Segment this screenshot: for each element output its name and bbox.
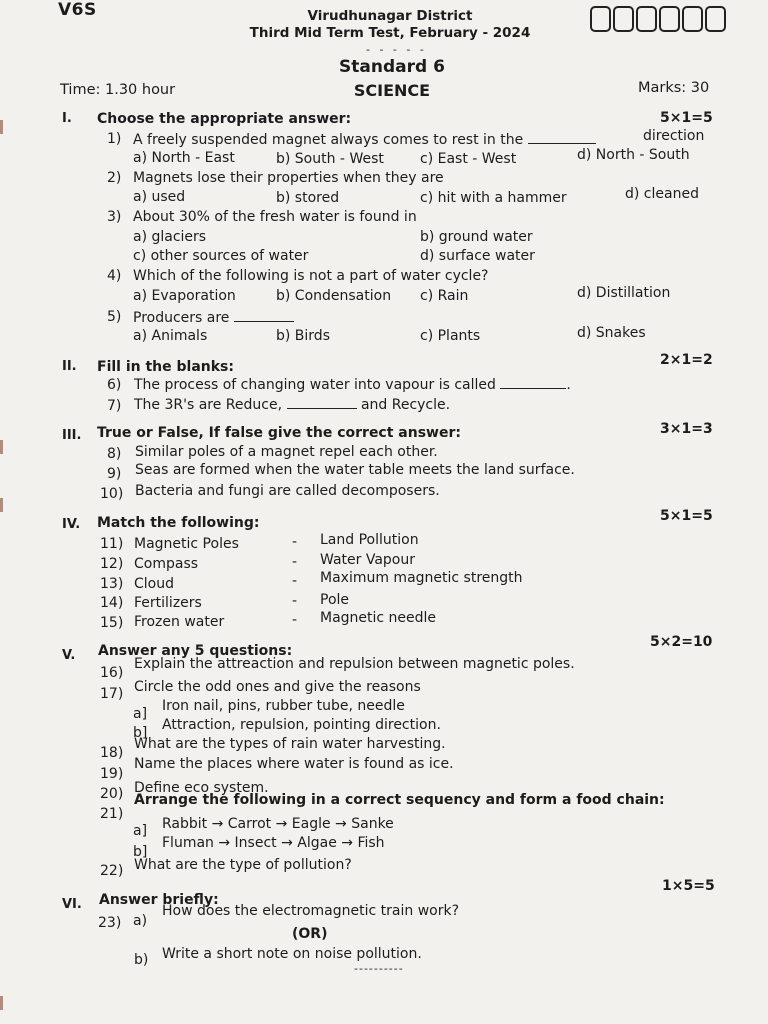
option: a) glaciers: [133, 229, 207, 245]
match-dash: -: [292, 573, 298, 589]
section-score: 3×1=3: [660, 421, 713, 437]
section-title: Match the following:: [97, 515, 260, 531]
option: c) other sources of water: [133, 248, 309, 264]
question-number: 8): [107, 446, 122, 462]
question-number: 20): [100, 786, 124, 802]
register-number-boxes: [590, 6, 726, 32]
question-number: 2): [107, 170, 122, 186]
match-left: Compass: [134, 556, 199, 572]
question-number: 16): [100, 665, 124, 681]
question-text: What are the type of pollution?: [134, 857, 352, 873]
question-number: 22): [100, 863, 124, 879]
section-number: I.: [62, 111, 72, 126]
question-text: What are the types of rain water harvesting.: [134, 736, 446, 752]
question-number: 10): [100, 486, 124, 502]
option: d) Distillation: [577, 285, 671, 301]
section-score: 5×1=5: [660, 110, 713, 126]
district-title: Virudhunagar District: [307, 8, 473, 24]
match-right: Land Pollution: [320, 532, 419, 548]
match-left: Fertilizers: [134, 595, 202, 611]
question-text: [133, 309, 294, 326]
match-right: Pole: [320, 592, 350, 608]
option: a) Animals: [133, 328, 208, 344]
sub-question-number: b]: [133, 844, 148, 860]
option: d) surface water: [420, 248, 535, 264]
match-number: 12): [100, 556, 124, 572]
answer-blank: [500, 376, 566, 389]
option: b) Birds: [276, 328, 330, 344]
sub-question-number: a): [133, 913, 148, 929]
option: b) Condensation: [276, 288, 392, 304]
match-right: Water Vapour: [320, 552, 415, 568]
sub-question-number: a]: [133, 823, 148, 839]
question-text: Bacteria and fungi are called decomposers.: [135, 483, 440, 499]
sub-question-text: Iron nail, pins, rubber tube, needle: [162, 698, 405, 714]
question-number: 19): [100, 766, 124, 782]
option: d) cleaned: [625, 186, 699, 202]
question-text: Define eco system.: [134, 780, 269, 796]
margin-mark: [0, 498, 3, 512]
question-number: 21): [100, 806, 124, 822]
question-number: 18): [100, 745, 124, 761]
question-text: [133, 131, 596, 148]
section-title: Fill in the blanks:: [97, 359, 234, 375]
question-text: Name the places where water is found as ice.: [134, 756, 454, 772]
section-score: 1×5=5: [662, 878, 715, 894]
exam-title: Third Mid Term Test, February - 2024: [249, 25, 531, 41]
question-text: Similar poles of a magnet repel each other.: [135, 444, 438, 460]
question-number: 5): [107, 309, 122, 325]
sub-question-number: b): [134, 952, 149, 968]
register-box: [636, 6, 657, 32]
marks-label: Marks: 30: [638, 80, 710, 96]
sub-question-number: b]: [133, 725, 148, 741]
sub-question-text: Rabbit → Carrot → Eagle → Sanke: [162, 816, 394, 832]
section-score: 5×2=10: [650, 634, 713, 650]
question-text: [134, 376, 571, 393]
question-text-pre: The process of changing water into vapour is called: [134, 377, 496, 393]
question-text-pre: Producers are: [133, 310, 230, 326]
sub-question-text: Write a short note on noise pollution.: [162, 946, 422, 962]
question-text: Explain the attreaction and repulsion between magnetic poles.: [134, 656, 575, 672]
question-text: Magnets lose their properties when they are: [133, 170, 444, 186]
paper-code: V6S: [58, 0, 97, 20]
option: a) Evaporation: [133, 288, 236, 304]
question-text-post: and Recycle.: [360, 397, 451, 413]
standard-title: Standard 6: [339, 57, 445, 77]
option: a) used: [133, 189, 186, 205]
section-number: II.: [62, 359, 77, 374]
time-label: Time: 1.30 hour: [60, 82, 176, 98]
answer-blank: [287, 396, 357, 409]
answer-blank: [234, 309, 294, 322]
question-text: Which of the following is not a part of water cycle?: [133, 268, 489, 284]
question-number: 3): [107, 209, 122, 225]
question-number: 4): [107, 268, 122, 284]
section-title: True or False, If false give the correct answer:: [97, 425, 461, 441]
question-text-post: direction: [643, 128, 705, 144]
option: d) Snakes: [577, 325, 646, 341]
question-text: Seas are formed when the water table meets the land surface.: [135, 462, 575, 478]
header-divider: - - - - -: [366, 43, 427, 56]
section-number: V.: [62, 648, 76, 663]
question-text-pre: A freely suspended magnet always comes to rest in the: [133, 132, 524, 148]
section-title: Answer any 5 questions:: [98, 643, 293, 659]
question-number: 7): [107, 398, 122, 414]
register-box: [682, 6, 703, 32]
question-number: 1): [107, 131, 122, 147]
margin-mark: [0, 440, 3, 454]
or-separator: (OR): [292, 926, 328, 942]
option: a) North - East: [133, 150, 235, 166]
question-text: About 30% of the fresh water is found in: [133, 209, 417, 225]
question-text: Circle the odd ones and give the reasons: [134, 679, 421, 695]
match-left: Magnetic Poles: [134, 536, 239, 552]
match-number: 15): [100, 615, 124, 631]
sub-question-text: Attraction, repulsion, pointing direction.: [162, 717, 441, 733]
match-right: Magnetic needle: [320, 610, 437, 626]
match-left: Frozen water: [134, 614, 225, 630]
match-dash: -: [292, 534, 298, 550]
option: c) Plants: [420, 328, 481, 344]
section-number: III.: [62, 428, 82, 443]
margin-mark: [0, 996, 3, 1010]
margin-mark: [0, 120, 3, 134]
question-number: 23): [98, 915, 122, 931]
section-title: Answer briefly:: [99, 892, 219, 908]
match-left: Cloud: [134, 576, 174, 592]
sub-question-number: a]: [133, 706, 148, 722]
match-number: 13): [100, 576, 124, 592]
register-box: [590, 6, 611, 32]
match-dash: -: [292, 612, 298, 628]
question-text-post: .: [566, 377, 571, 393]
question-number: 17): [100, 686, 124, 702]
question-text: [134, 396, 450, 413]
question-text: Arrange the following in a correct sequency and form a food chain:: [134, 792, 665, 808]
register-box: [705, 6, 726, 32]
option: b) ground water: [420, 229, 533, 245]
match-dash: -: [292, 593, 298, 609]
register-box: [613, 6, 634, 32]
section-score: 2×1=2: [660, 352, 713, 368]
match-number: 11): [100, 536, 124, 552]
option: c) Rain: [420, 288, 469, 304]
question-number: 6): [107, 377, 122, 393]
option: c) hit with a hammer: [420, 190, 567, 206]
match-dash: -: [292, 554, 298, 570]
question-number: 9): [107, 466, 122, 482]
section-number: VI.: [62, 897, 82, 912]
option: d) North - South: [577, 147, 690, 163]
section-score: 5×1=5: [660, 508, 713, 524]
sub-question-text: How does the electromagnetic train work?: [162, 903, 460, 919]
answer-blank: [528, 131, 596, 144]
question-text-pre: The 3R's are Reduce,: [134, 397, 283, 413]
option: c) East - West: [420, 151, 517, 167]
end-line: ----------: [354, 962, 404, 975]
subject-title: SCIENCE: [353, 81, 431, 100]
option: b) South - West: [276, 151, 384, 167]
match-right: Maximum magnetic strength: [320, 570, 523, 586]
sub-question-text: Fluman → Insect → Algae → Fish: [162, 835, 385, 851]
section-number: IV.: [62, 517, 81, 532]
register-box: [659, 6, 680, 32]
match-number: 14): [100, 595, 124, 611]
option: b) stored: [276, 190, 340, 206]
section-title: Choose the appropriate answer:: [97, 111, 352, 127]
